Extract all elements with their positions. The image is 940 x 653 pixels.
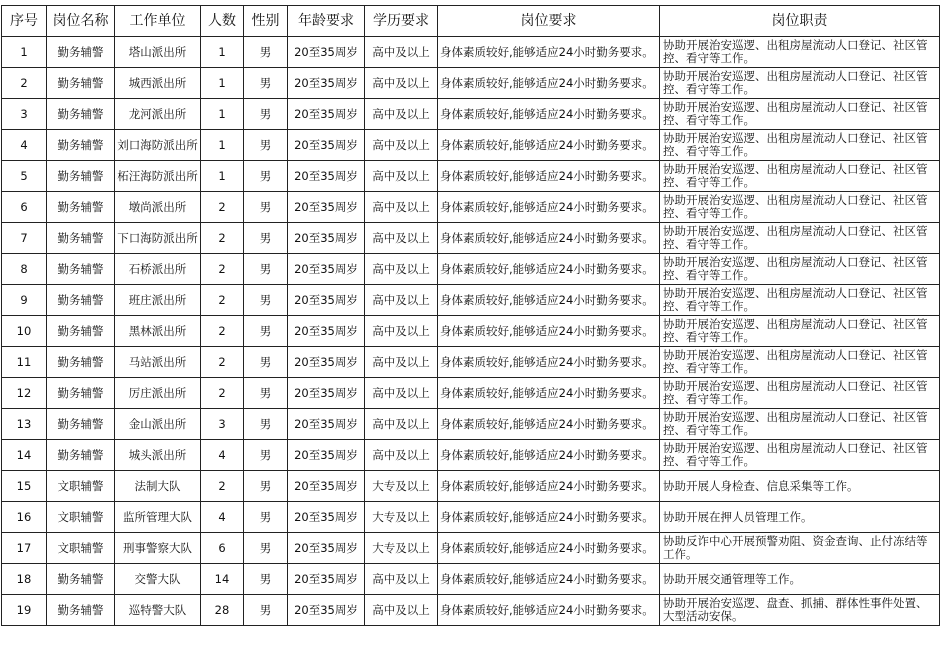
cell-gender: 男: [244, 254, 288, 285]
cell-requirement: 身体素质较好,能够适应24小时勤务要求。: [438, 440, 660, 471]
table-row: [2, 533, 940, 564]
cell-education: 高中及以上: [365, 440, 438, 471]
cell-unit: 马站派出所: [115, 347, 201, 378]
cell-no: 15: [2, 471, 47, 502]
cell-no: 8: [2, 254, 47, 285]
cell-gender: 男: [244, 161, 288, 192]
cell-post: 勤务辅警: [47, 564, 115, 595]
cell-age: 20至35周岁: [288, 347, 365, 378]
table-row: [2, 68, 940, 99]
cell-education: 高中及以上: [365, 409, 438, 440]
cell-unit: 龙河派出所: [115, 99, 201, 130]
cell-post: 勤务辅警: [47, 440, 115, 471]
cell-count: 1: [201, 68, 244, 99]
cell-education: 高中及以上: [365, 68, 438, 99]
cell-count: 2: [201, 378, 244, 409]
cell-age: 20至35周岁: [288, 285, 365, 316]
cell-no: 19: [2, 595, 47, 626]
cell-post: 勤务辅警: [47, 254, 115, 285]
cell-duty: 协助开展在押人员管理工作。: [660, 502, 940, 533]
cell-count: 2: [201, 347, 244, 378]
cell-age: 20至35周岁: [288, 471, 365, 502]
cell-duty: 协助反诈中心开展预警劝阻、资金查询、止付冻结等工作。: [660, 533, 940, 564]
cell-education: 高中及以上: [365, 37, 438, 68]
cell-education: 高中及以上: [365, 378, 438, 409]
cell-requirement: 身体素质较好,能够适应24小时勤务要求。: [438, 564, 660, 595]
cell-count: 1: [201, 130, 244, 161]
cell-duty: 协助开展治安巡逻、出租房屋流动人口登记、社区管控、看守等工作。: [660, 37, 940, 68]
cell-count: 2: [201, 285, 244, 316]
cell-gender: 男: [244, 564, 288, 595]
cell-requirement: 身体素质较好,能够适应24小时勤务要求。: [438, 254, 660, 285]
cell-education: 高中及以上: [365, 254, 438, 285]
cell-age: 20至35周岁: [288, 409, 365, 440]
cell-age: 20至35周岁: [288, 564, 365, 595]
cell-post: 文职辅警: [47, 502, 115, 533]
cell-age: 20至35周岁: [288, 37, 365, 68]
cell-unit: 法制大队: [115, 471, 201, 502]
cell-post: 文职辅警: [47, 533, 115, 564]
cell-unit: 交警大队: [115, 564, 201, 595]
cell-no: 17: [2, 533, 47, 564]
cell-requirement: 身体素质较好,能够适应24小时勤务要求。: [438, 502, 660, 533]
table-row: [2, 285, 940, 316]
cell-unit: 刑事警察大队: [115, 533, 201, 564]
cell-post: 勤务辅警: [47, 223, 115, 254]
table-row: [2, 347, 940, 378]
cell-education: 高中及以上: [365, 161, 438, 192]
cell-post: 勤务辅警: [47, 595, 115, 626]
cell-unit: 监所管理大队: [115, 502, 201, 533]
cell-duty: 协助开展治安巡逻、出租房屋流动人口登记、社区管控、看守等工作。: [660, 99, 940, 130]
cell-count: 2: [201, 471, 244, 502]
cell-requirement: 身体素质较好,能够适应24小时勤务要求。: [438, 471, 660, 502]
cell-education: 高中及以上: [365, 347, 438, 378]
cell-duty: 协助开展治安巡逻、出租房屋流动人口登记、社区管控、看守等工作。: [660, 68, 940, 99]
cell-duty: 协助开展人身检查、信息采集等工作。: [660, 471, 940, 502]
cell-no: 11: [2, 347, 47, 378]
cell-gender: 男: [244, 68, 288, 99]
cell-post: 勤务辅警: [47, 285, 115, 316]
cell-unit: 墩尚派出所: [115, 192, 201, 223]
cell-requirement: 身体素质较好,能够适应24小时勤务要求。: [438, 161, 660, 192]
cell-duty: 协助开展治安巡逻、盘查、抓捕、群体性事件处置、大型活动安保。: [660, 595, 940, 626]
header-education: 学历要求: [365, 6, 438, 37]
cell-post: 勤务辅警: [47, 409, 115, 440]
cell-education: 高中及以上: [365, 316, 438, 347]
cell-gender: 男: [244, 316, 288, 347]
header-requirement: 岗位要求: [438, 6, 660, 37]
cell-unit: 城头派出所: [115, 440, 201, 471]
cell-gender: 男: [244, 595, 288, 626]
cell-requirement: 身体素质较好,能够适应24小时勤务要求。: [438, 223, 660, 254]
cell-age: 20至35周岁: [288, 68, 365, 99]
cell-count: 6: [201, 533, 244, 564]
cell-unit: 金山派出所: [115, 409, 201, 440]
cell-no: 7: [2, 223, 47, 254]
cell-gender: 男: [244, 409, 288, 440]
cell-count: 2: [201, 316, 244, 347]
cell-gender: 男: [244, 378, 288, 409]
table-row: [2, 564, 940, 595]
cell-no: 1: [2, 37, 47, 68]
cell-age: 20至35周岁: [288, 254, 365, 285]
cell-education: 大专及以上: [365, 471, 438, 502]
cell-no: 5: [2, 161, 47, 192]
cell-education: 高中及以上: [365, 223, 438, 254]
table-row: [2, 440, 940, 471]
cell-gender: 男: [244, 192, 288, 223]
cell-duty: 协助开展治安巡逻、出租房屋流动人口登记、社区管控、看守等工作。: [660, 223, 940, 254]
cell-no: 4: [2, 130, 47, 161]
cell-education: 高中及以上: [365, 99, 438, 130]
cell-duty: 协助开展治安巡逻、出租房屋流动人口登记、社区管控、看守等工作。: [660, 161, 940, 192]
cell-requirement: 身体素质较好,能够适应24小时勤务要求。: [438, 99, 660, 130]
cell-count: 1: [201, 99, 244, 130]
cell-duty: 协助开展治安巡逻、出租房屋流动人口登记、社区管控、看守等工作。: [660, 130, 940, 161]
cell-age: 20至35周岁: [288, 223, 365, 254]
cell-requirement: 身体素质较好,能够适应24小时勤务要求。: [438, 37, 660, 68]
table-row: [2, 409, 940, 440]
cell-count: 14: [201, 564, 244, 595]
table-row: [2, 378, 940, 409]
cell-post: 勤务辅警: [47, 130, 115, 161]
cell-unit: 班庄派出所: [115, 285, 201, 316]
cell-duty: 协助开展治安巡逻、出租房屋流动人口登记、社区管控、看守等工作。: [660, 347, 940, 378]
cell-gender: 男: [244, 37, 288, 68]
cell-gender: 男: [244, 223, 288, 254]
cell-duty: 协助开展治安巡逻、出租房屋流动人口登记、社区管控、看守等工作。: [660, 285, 940, 316]
cell-gender: 男: [244, 285, 288, 316]
cell-count: 4: [201, 440, 244, 471]
cell-no: 14: [2, 440, 47, 471]
cell-count: 3: [201, 409, 244, 440]
table-row: [2, 37, 940, 68]
header-duty: 岗位职责: [660, 6, 940, 37]
cell-count: 1: [201, 161, 244, 192]
cell-requirement: 身体素质较好,能够适应24小时勤务要求。: [438, 533, 660, 564]
cell-unit: 厉庄派出所: [115, 378, 201, 409]
cell-unit: 石桥派出所: [115, 254, 201, 285]
table-row: [2, 471, 940, 502]
header-no: 序号: [2, 6, 47, 37]
cell-post: 勤务辅警: [47, 37, 115, 68]
cell-requirement: 身体素质较好,能够适应24小时勤务要求。: [438, 347, 660, 378]
cell-no: 9: [2, 285, 47, 316]
cell-education: 高中及以上: [365, 192, 438, 223]
cell-unit: 塔山派出所: [115, 37, 201, 68]
cell-age: 20至35周岁: [288, 316, 365, 347]
header-age: 年龄要求: [288, 6, 365, 37]
table-row: [2, 223, 940, 254]
header-gender: 性别: [244, 6, 288, 37]
header-row: [2, 6, 940, 37]
recruitment-table: [1, 5, 940, 626]
cell-age: 20至35周岁: [288, 192, 365, 223]
cell-requirement: 身体素质较好,能够适应24小时勤务要求。: [438, 68, 660, 99]
cell-gender: 男: [244, 130, 288, 161]
cell-age: 20至35周岁: [288, 440, 365, 471]
cell-age: 20至35周岁: [288, 99, 365, 130]
cell-gender: 男: [244, 99, 288, 130]
cell-post: 勤务辅警: [47, 378, 115, 409]
cell-education: 大专及以上: [365, 533, 438, 564]
cell-post: 勤务辅警: [47, 192, 115, 223]
cell-education: 高中及以上: [365, 595, 438, 626]
cell-duty: 协助开展治安巡逻、出租房屋流动人口登记、社区管控、看守等工作。: [660, 378, 940, 409]
cell-no: 16: [2, 502, 47, 533]
header-unit: 工作单位: [115, 6, 201, 37]
cell-post: 勤务辅警: [47, 68, 115, 99]
cell-unit: 巡特警大队: [115, 595, 201, 626]
cell-count: 2: [201, 223, 244, 254]
table-row: [2, 254, 940, 285]
cell-no: 2: [2, 68, 47, 99]
cell-unit: 刘口海防派出所: [115, 130, 201, 161]
cell-education: 高中及以上: [365, 285, 438, 316]
cell-post: 勤务辅警: [47, 99, 115, 130]
cell-count: 2: [201, 254, 244, 285]
cell-requirement: 身体素质较好,能够适应24小时勤务要求。: [438, 130, 660, 161]
cell-gender: 男: [244, 502, 288, 533]
header-count: 人数: [201, 6, 244, 37]
cell-no: 18: [2, 564, 47, 595]
cell-duty: 协助开展治安巡逻、出租房屋流动人口登记、社区管控、看守等工作。: [660, 254, 940, 285]
cell-age: 20至35周岁: [288, 378, 365, 409]
cell-post: 勤务辅警: [47, 316, 115, 347]
header-post: 岗位名称: [47, 6, 115, 37]
cell-gender: 男: [244, 440, 288, 471]
cell-unit: 城西派出所: [115, 68, 201, 99]
cell-education: 高中及以上: [365, 564, 438, 595]
table-row: [2, 130, 940, 161]
cell-duty: 协助开展治安巡逻、出租房屋流动人口登记、社区管控、看守等工作。: [660, 192, 940, 223]
table-row: [2, 99, 940, 130]
cell-age: 20至35周岁: [288, 502, 365, 533]
cell-count: 4: [201, 502, 244, 533]
cell-no: 6: [2, 192, 47, 223]
table-row: [2, 595, 940, 626]
cell-count: 28: [201, 595, 244, 626]
table-row: [2, 192, 940, 223]
cell-requirement: 身体素质较好,能够适应24小时勤务要求。: [438, 285, 660, 316]
cell-gender: 男: [244, 347, 288, 378]
cell-age: 20至35周岁: [288, 533, 365, 564]
cell-duty: 协助开展治安巡逻、出租房屋流动人口登记、社区管控、看守等工作。: [660, 409, 940, 440]
cell-no: 3: [2, 99, 47, 130]
cell-requirement: 身体素质较好,能够适应24小时勤务要求。: [438, 378, 660, 409]
cell-unit: 柘汪海防派出所: [115, 161, 201, 192]
cell-no: 10: [2, 316, 47, 347]
table-row: [2, 161, 940, 192]
cell-gender: 男: [244, 471, 288, 502]
cell-gender: 男: [244, 533, 288, 564]
cell-duty: 协助开展治安巡逻、出租房屋流动人口登记、社区管控、看守等工作。: [660, 316, 940, 347]
table-row: [2, 502, 940, 533]
cell-post: 勤务辅警: [47, 161, 115, 192]
cell-unit: 下口海防派出所: [115, 223, 201, 254]
cell-no: 13: [2, 409, 47, 440]
cell-age: 20至35周岁: [288, 161, 365, 192]
cell-requirement: 身体素质较好,能够适应24小时勤务要求。: [438, 316, 660, 347]
cell-no: 12: [2, 378, 47, 409]
cell-post: 文职辅警: [47, 471, 115, 502]
cell-requirement: 身体素质较好,能够适应24小时勤务要求。: [438, 192, 660, 223]
cell-age: 20至35周岁: [288, 130, 365, 161]
cell-count: 2: [201, 192, 244, 223]
cell-education: 大专及以上: [365, 502, 438, 533]
cell-age: 20至35周岁: [288, 595, 365, 626]
cell-requirement: 身体素质较好,能够适应24小时勤务要求。: [438, 409, 660, 440]
cell-duty: 协助开展交通管理等工作。: [660, 564, 940, 595]
cell-requirement: 身体素质较好,能够适应24小时勤务要求。: [438, 595, 660, 626]
cell-education: 高中及以上: [365, 130, 438, 161]
table-row: [2, 316, 940, 347]
cell-count: 1: [201, 37, 244, 68]
cell-duty: 协助开展治安巡逻、出租房屋流动人口登记、社区管控、看守等工作。: [660, 440, 940, 471]
cell-unit: 黑林派出所: [115, 316, 201, 347]
cell-post: 勤务辅警: [47, 347, 115, 378]
